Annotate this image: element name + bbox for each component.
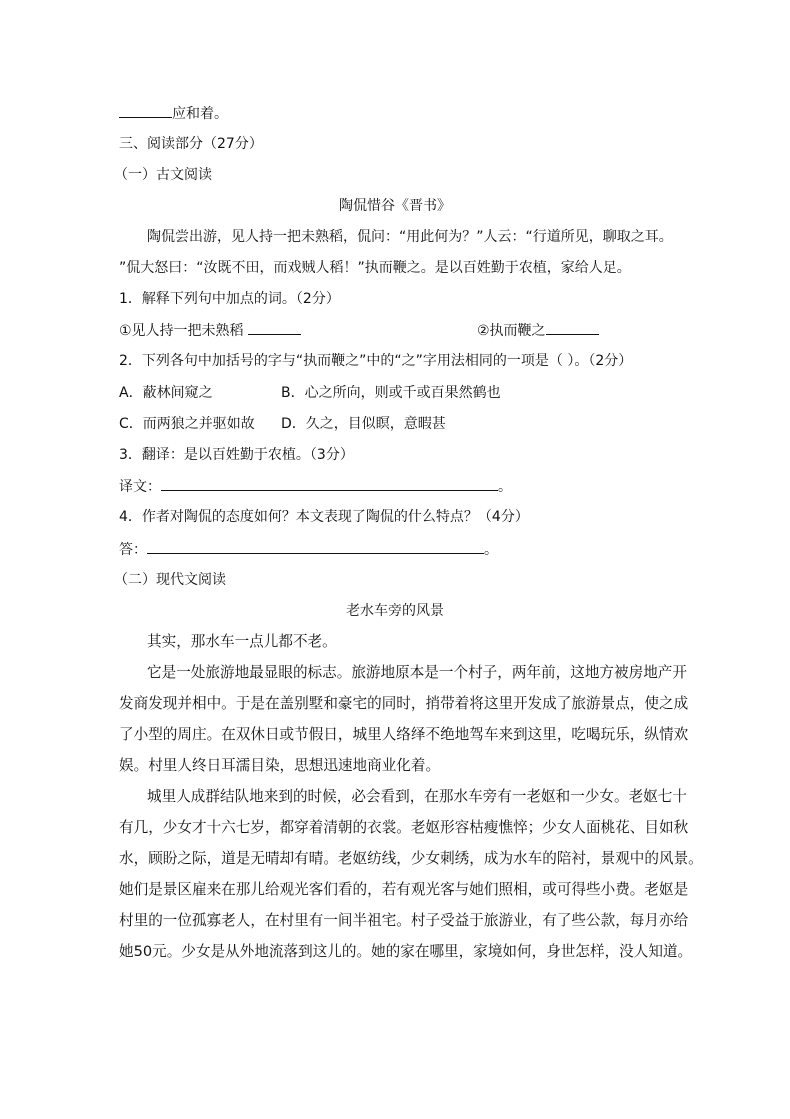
question-3: 3．翻译：是以百姓勤于农植。（3分）: [119, 447, 354, 463]
modern-text-title: 老水车旁的风景: [346, 603, 444, 619]
line-top: 应和着。: [119, 103, 228, 124]
option-d: D．久之，目似瞑，意暇甚: [281, 416, 446, 432]
question-4-answer-line: 答： 。: [119, 539, 498, 560]
translation-blank[interactable]: [161, 476, 498, 491]
modern-paragraph-3-line-2: 有几，少女才十六七岁，都穿着清朝的衣裳。老妪形容枯瘦憔悴；少女人面桃花、目如秋: [119, 819, 689, 836]
classical-text-line-2: ”侃大怒曰：“汝既不田，而戏贼人稻！”执而鞭之。是以百姓勤于农植，家给人足。: [119, 260, 631, 276]
modern-paragraph-2-line-2: 发商发现并相中。于是在盖别墅和豪宅的同时，捎带着将这里开发成了旅游景点，使之成: [119, 695, 689, 712]
option-b: B．心之所向，则或千或百果然鹤也: [281, 385, 501, 401]
modern-paragraph-2-line-4: 娱。村里人终日耳濡目染，思想迅速地商业化着。: [119, 757, 441, 774]
option-c: C．而两狼之并驱如故: [119, 416, 255, 432]
modern-paragraph-3-line-4: 她们是景区雇来在那儿给观光客们看的，若有观光客与她们照相，或可得些小费。老妪是: [119, 881, 689, 898]
question-2: 2．下列各句中加括号的字与“执而鞭之”中的“之”字用法相同的一项是（ ）。（2分）: [119, 353, 633, 369]
answer-blank[interactable]: [546, 320, 599, 335]
answer-blank[interactable]: [119, 103, 172, 118]
subsection-2-heading: （二）现代文阅读: [114, 572, 226, 588]
modern-paragraph-3-line-1: 城里人成群结队地来到的时候，必会看到，在那水车旁有一老妪和一少女。老妪七十: [147, 788, 687, 805]
answer-blank[interactable]: [248, 320, 301, 335]
modern-paragraph-3-line-3: 水，顾盼之际，道是无晴却有晴。老妪纺线，少女刺绣，成为水车的陪衬，景观中的风景。: [119, 850, 703, 867]
classical-text-title: 陶侃惜谷《晋书》: [339, 198, 451, 214]
question-1: 1．解释下列句中加点的词。（2分）: [119, 291, 340, 307]
section-3-heading: 三、阅读部分（27分）: [119, 136, 263, 152]
option-a: A．蔽林间窥之: [119, 385, 213, 401]
modern-paragraph-3-line-5: 村里的一位孤寡老人，在村里有一间半祖宅。村子受益于旅游业，有了些公款，每月亦给: [119, 912, 689, 929]
modern-paragraph-3-line-6: 她50元。少女是从外地流落到这儿的。她的家在哪里，家境如何，身世怎样，没人知道。: [119, 943, 693, 960]
question-1a: ①见人持一把未熟稻: [119, 320, 301, 341]
answer-blank[interactable]: [147, 539, 484, 554]
question-4: 4．作者对陶侃的态度如何？本文表现了陶侃的什么特点？（4分）: [119, 509, 529, 525]
subsection-1-heading: （一）古文阅读: [114, 167, 212, 183]
question-1b: ②执而鞭之: [477, 320, 599, 341]
modern-paragraph-2-line-1: 它是一处旅游地最显眼的标志。旅游地原本是一个村子，两年前，这地方被房地产开: [147, 664, 687, 681]
classical-text-line-1: 陶侃尝出游，见人持一把未熟稻，侃问：“用此何为？”人云：“行道所见，聊取之耳。: [147, 229, 673, 245]
modern-paragraph-1: 其实，那水车一点儿都不老。: [147, 633, 337, 650]
question-3-answer-line: 译文： 。: [119, 476, 512, 497]
modern-paragraph-2-line-3: 了小型的周庄。在双休日或节假日，城里人络绎不绝地驾车来到这里，吃喝玩乐，纵情欢: [119, 726, 689, 743]
